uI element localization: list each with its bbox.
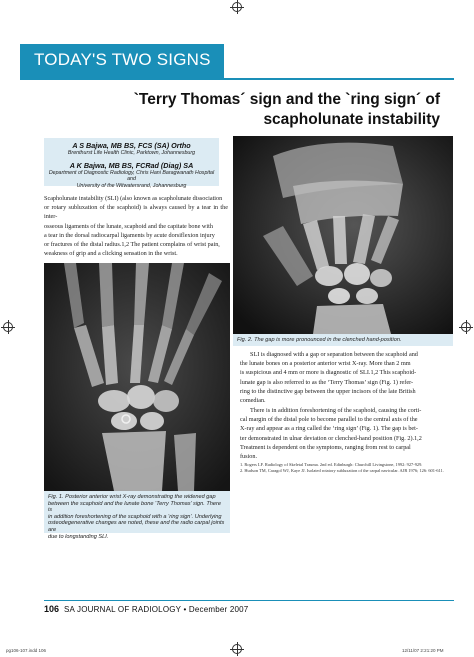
- reference-2: 2. Hudson TM, Caragol WJ, Kaye JJ. Isolated rotatory subluxation of the carpal navicular. AJR 1976; 126: 601-611.: [240, 468, 444, 474]
- body-line: comedian.: [240, 397, 266, 405]
- intro-paragraph: [44, 194, 228, 258]
- body-line: ring to the distinctive gap between the upper incisors of the late British: [240, 387, 416, 395]
- body-line: is suspicious and 4 mm or more is diagnostic of SLI.1,2 This scaphoid-: [240, 369, 417, 377]
- caption-line: due to longstanding SLI.: [48, 533, 109, 540]
- body-line: SLI is diagnosed with a gap or separation between the scaphoid and: [250, 351, 418, 358]
- section-banner: [20, 44, 224, 78]
- section-label: TODAY'S TWO SIGNS: [34, 50, 211, 69]
- registration-mark-top: [232, 2, 242, 12]
- article-title: [40, 90, 440, 130]
- body-line: There is in addition foreshortening of the scaphoid, causing the corti-: [250, 407, 422, 414]
- title-line-1: `Terry Thomas´ sign and the `ring sign´ of: [133, 91, 440, 108]
- slug-file-info: pg106-107.indd 106: [6, 648, 47, 653]
- registration-mark-left: [3, 322, 13, 332]
- figure-2-xray: [233, 136, 453, 334]
- journal-name: SA JOURNAL OF RADIOLOGY • December 2007: [64, 605, 249, 614]
- body-line: Treatment is dependent on the symptoms, ranging from rest to carpal: [240, 443, 411, 451]
- diagnosis-paragraph: [240, 350, 454, 405]
- banner-rule: [20, 78, 454, 80]
- body-line: the lunate bones on a posterior anterior wrist X-ray. More than 2 mm: [240, 360, 411, 368]
- registration-mark-right: [461, 322, 471, 332]
- findings-paragraph: [240, 406, 454, 461]
- body-line: ter demonstrated in ulnar deviation or clenched-hand position (Fig. 2).1,2: [240, 434, 422, 442]
- xray-hand-pa-image: [44, 263, 230, 491]
- body-line: lunate gap is also referred to as the ‘Terry Thomas’ sign (Fig. 1) refer-: [240, 378, 414, 386]
- intro-line: or rotary subluxation of the scaphoid) is always caused by a tear in the inter-: [44, 204, 228, 221]
- registration-mark-bottom: [232, 644, 242, 654]
- xray-clenched-hand-image: [233, 136, 453, 334]
- caption-line: osteodegenerative changes are noted, these and the radio carpal joints are: [48, 520, 225, 533]
- intro-line: Scapholunate instability (SLI) (also known as scapholunate dissociation: [44, 195, 223, 202]
- author-2-name: A K Bajwa, MB BS, FCRad (Diag) SA: [69, 160, 194, 170]
- author-1-affiliation: Brenthurst Life Health Clinic, Parktown, Johannesburg: [67, 150, 196, 156]
- intro-line: osseous ligaments of the lunate, scaphoid and the capitate bone with: [44, 222, 213, 230]
- figure-1-xray: [44, 263, 230, 491]
- author-2-affiliation-line-2: University of the Witwatersrand, Johannesburg: [76, 182, 187, 189]
- footer-rule: [44, 600, 454, 601]
- caption-line: between the scaphoid and the lunate bone ‘Terry Thomas’ sign. There is: [48, 500, 221, 514]
- body-line: fusion.: [240, 453, 258, 461]
- figure-1-caption: [44, 491, 230, 540]
- caption-line: Fig. 1. Posterior anterior wrist X-ray demonstrating the widened gap: [48, 494, 216, 500]
- author-2-affiliation-line-1: Department of Diagnostic Radiology, Chris Hani Baragwanath Hospital and: [48, 169, 215, 182]
- intro-line: weakness of grip and a clicking sensation in the wrist.: [44, 250, 178, 258]
- caption-line: in addition foreshortening of the scaphoid with a ‘ring sign’. Underlying: [48, 513, 222, 520]
- body-line: cal margin of the distal pole to become parallel to the central axis of the: [240, 416, 418, 424]
- figure-2-caption: [233, 334, 453, 346]
- references-list: [240, 462, 454, 474]
- title-line-2: scapholunate instability: [263, 111, 440, 128]
- slug-timestamp: 12/11/07 2:21:20 PM: [402, 648, 444, 653]
- intro-line: or fractures of the distal radius.1,2 The patient complains of wrist pain,: [44, 241, 220, 249]
- intro-line: a tear in the dorsal radiocarpal ligaments by acute dorsiflexion injury: [44, 231, 215, 239]
- caption-line: Fig. 2. The gap is more pronounced in the clenched hand-position.: [237, 337, 402, 343]
- author-1-name: A S Bajwa, MB BS, FCS (SA) Ortho: [72, 141, 191, 150]
- author-block: [44, 138, 219, 189]
- reference-1: 1. Rogers LF. Radiology of Skeletal Trauma. 2nd ed. Edinburgh: Churchill Livingstone, 1992: 927-929.: [240, 462, 423, 467]
- body-line: X-ray and appear as a ring called the ‘ring sign’ (Fig. 1). The gap is bet-: [240, 425, 418, 433]
- page-number: 106: [44, 604, 60, 614]
